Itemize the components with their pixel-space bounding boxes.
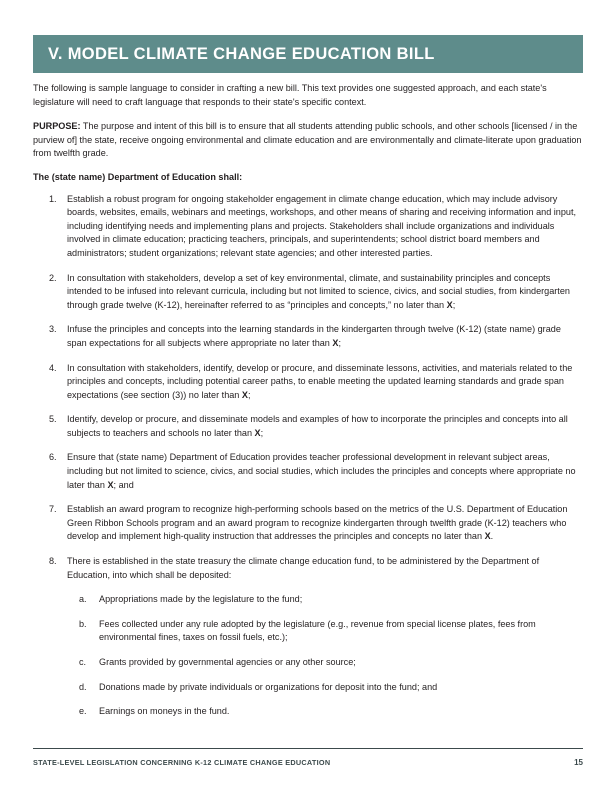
- list-item-text: Establish a robust program for ongoing stakeholder engagement in climate change education, which may include advisory boards, websites, emails, webinars and meetings, workshops, and other means of sharing and receiving information and input, including identifying needs and implementing plans and projects. Stakeholders shall include organizations and individuals involved in climate education; practicing teachers, principals, and superintendents; school district board members and administrators; student organizations; relevant state agencies; and other interested parties.: [67, 193, 577, 258]
- item-text-after: ;: [260, 427, 264, 438]
- item-text-before: Establish an award program to recognize high-performing schools based on the metrics of the U.S. Department of Education Green Ribbon Schools program and an award program to recognize kindergarten through twelfth grade (K-12) teachers who develop and implement high-quality instruction that addresses the principles and concepts no later than: [67, 504, 568, 542]
- list-item-text: [67, 323, 583, 350]
- purpose-body: The purpose and intent of this bill is to ensure that all students attending public schools, and other schools [licensed / in the purview of] the state, receive ongoing environmental and climate education and are environmentally and climate-literate upon graduation from twelfth grade.: [33, 121, 582, 159]
- list-marker: 5.: [49, 414, 57, 425]
- sub-list-marker: d.: [79, 681, 87, 692]
- sub-list-item-text: Appropriations made by the legislature to the fund;: [99, 594, 303, 605]
- list-item-text: [67, 503, 583, 544]
- sub-list-item-text: Grants provided by governmental agencies or any other source;: [99, 657, 356, 667]
- list-marker: 4.: [49, 362, 57, 373]
- list-marker: 6.: [49, 452, 57, 463]
- numbered-list: [33, 193, 583, 719]
- intro-paragraph: The following is sample language to consider in crafting a new bill. This text provides one suggested approach, and each state's legislature will need to craft language that responds to their state's specific context.: [33, 83, 547, 107]
- item-text-after: ; and: [113, 479, 134, 490]
- list-item: [33, 193, 583, 261]
- list-item-text: There is established in the state treasury the climate change education fund, to be administered by the Department of Education, into which shall be deposited:: [67, 556, 540, 580]
- item-text-before: In consultation with stakeholders, identify, develop or procure, and disseminate lessons, activities, and materials related to the principles and concepts, including potential career paths, to enable meeting the updated learning standards and grade span expectations (see section (3)) no later than: [67, 362, 573, 400]
- item-placeholder-x: X: [484, 531, 491, 542]
- document-body: [33, 82, 583, 730]
- sub-list-item-text: Donations made by private individuals or organizations for deposit into the fund; and: [99, 681, 438, 692]
- purpose-paragraph: [33, 120, 583, 161]
- list-item: [33, 323, 583, 350]
- item-text-after: ;: [452, 299, 456, 310]
- section-banner: [33, 35, 583, 73]
- sub-list-marker: c.: [79, 657, 87, 667]
- page-footer: [33, 758, 583, 767]
- sub-list-item: [67, 593, 583, 607]
- sub-list-item: [67, 656, 583, 670]
- item-placeholder-x: X: [107, 479, 114, 490]
- sub-list-item-text: Earnings on moneys in the fund.: [99, 706, 230, 717]
- list-item: [33, 503, 583, 544]
- list-item-text: [67, 413, 583, 440]
- sub-list-item: [67, 618, 583, 645]
- list-marker: 7.: [49, 504, 57, 515]
- footer-divider: [33, 748, 583, 749]
- list-item-text: [67, 451, 583, 492]
- footer-page-number: 15: [574, 758, 583, 767]
- sub-list-item: [67, 681, 583, 695]
- sub-list-marker: a.: [79, 594, 87, 605]
- section-banner-title: V. MODEL CLIMATE CHANGE EDUCATION BILL: [48, 44, 435, 63]
- lettered-sub-list: [67, 593, 583, 719]
- item-text-after: ;: [338, 337, 342, 348]
- list-item-text: [67, 362, 583, 403]
- item-placeholder-x: X: [241, 389, 248, 400]
- sub-list-marker: e.: [79, 706, 87, 717]
- item-text-before: In consultation with stakeholders, develop a set of key environmental, climate, and sustainability principles and concepts intended to be infused into relevant curricula, including but not limited to science, civics, and social studies, from kindergarten through grade twelve (K-12), hereinafter referred to as “principles and concepts,” no later than: [67, 272, 570, 310]
- list-item: [33, 451, 583, 492]
- list-marker: 2.: [49, 272, 57, 283]
- item-text-before: Infuse the principles and concepts into the learning standards in the kindergarten through twelve (K-12) (state name) grade span expectations for all subjects where appropriate no later than: [67, 324, 561, 348]
- list-item: [33, 413, 583, 440]
- list-item-text: [67, 272, 583, 313]
- item-text-after: .: [490, 531, 494, 542]
- item-placeholder-x: X: [254, 427, 261, 438]
- sub-list-marker: b.: [79, 618, 87, 629]
- list-item: [33, 555, 583, 719]
- list-marker: 8.: [49, 556, 57, 567]
- sub-list-item-text: Fees collected under any rule adopted by the legislature (e.g., revenue from special license plates, fees from environmental fines, taxes on fossil fuels, etc.);: [99, 618, 536, 643]
- purpose-label: PURPOSE:: [33, 121, 81, 132]
- list-heading: The (state name) Department of Education shall:: [33, 171, 243, 182]
- item-placeholder-x: X: [446, 299, 453, 310]
- sub-list-item: [67, 705, 583, 719]
- item-placeholder-x: X: [332, 337, 339, 348]
- item-text-before: Ensure that (state name) Department of Education provides teacher professional development in relevant subject areas, including but not limited to science, civics, and social studies, which includes the principles and concepts where appropriate no later than: [67, 452, 576, 490]
- list-marker: 1.: [49, 193, 57, 204]
- list-item: [33, 272, 583, 313]
- item-text-after: ;: [247, 389, 251, 400]
- footer-title: STATE-LEVEL LEGISLATION CONCERNING K-12 CLIMATE CHANGE EDUCATION: [33, 758, 331, 767]
- list-item: [33, 362, 583, 403]
- list-marker: 3.: [49, 324, 57, 335]
- item-text-before: Identify, develop or procure, and disseminate models and examples of how to incorporate the principles and concepts into all subjects to teachers and schools no later than: [67, 414, 568, 438]
